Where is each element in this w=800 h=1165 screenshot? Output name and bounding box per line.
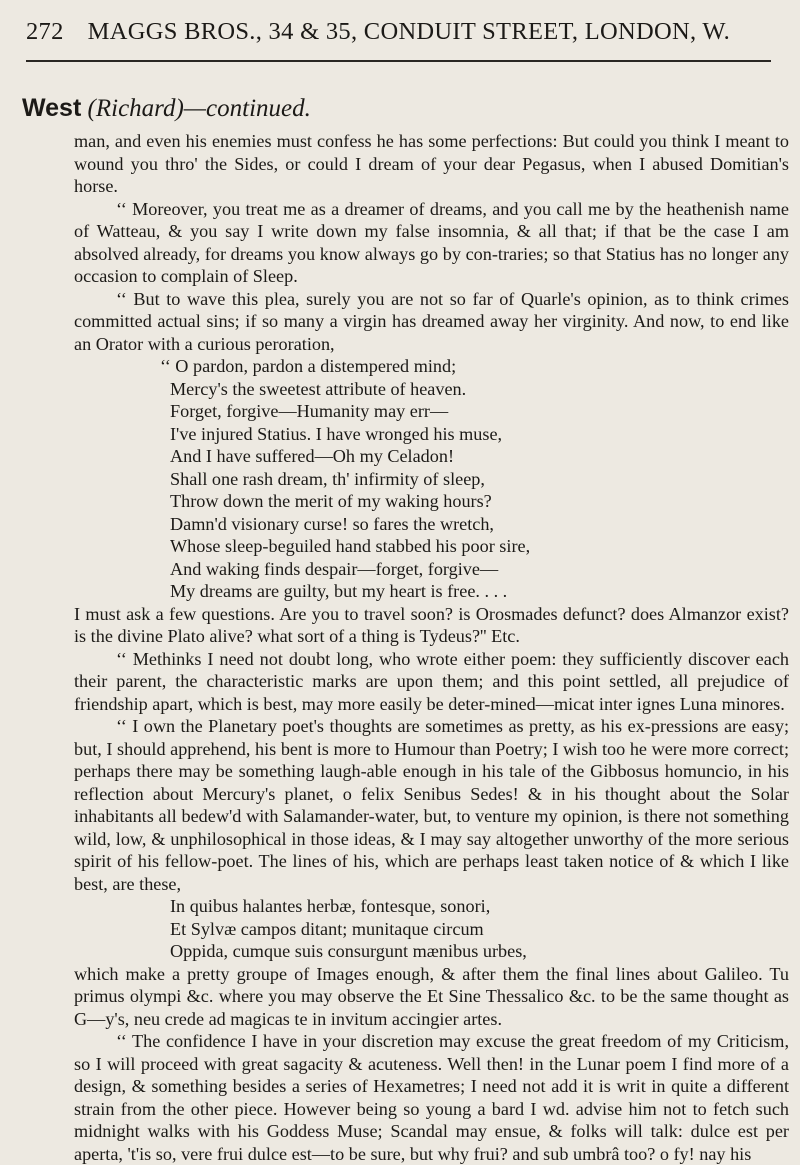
header-rule <box>26 60 771 62</box>
verse-quotation <box>74 355 789 603</box>
paragraph: I must ask a few questions. Are you to travel soon? is Orosmades defunct? does Almanzor exist? is the divine Plato alive? what sort of a thing is Tydeus?'' Etc. <box>74 603 789 646</box>
verse-line: Oppida, cumque suis consurgunt mænibus urbes, <box>170 941 527 961</box>
latin-verse-quotation <box>74 895 789 963</box>
paragraph: man, and even his enemies must confess he has some perfections: But could you think I meant to wound you thro' the Sides, or could I dream of your dear Pegasus, when I abused Domitian's horse. <box>74 131 789 196</box>
verse-line: Mercy's the sweetest attribute of heaven. <box>170 378 467 399</box>
entry-body <box>74 130 789 1165</box>
paragraph: ‘‘ Methinks I need not doubt long, who wrote either poem: they sufficiently discover each their parent, the characteristic marks are upon them; and this point settled, all prejudice of friendship apart, which is best, may more easily be deter-mined—micat inter ignes Luna minores. <box>74 648 789 714</box>
verse-line: Et Sylvæ campos ditant; munitaque circum <box>170 918 484 939</box>
paragraph: which make a pretty groupe of Images enough, & after them the final lines about Galileo. Tu primus olympi &c. where you may observe the Et Sine Thessalico &c. to be the same thought as G—y's, neu crede ad magicas te in invitum accingier artes. <box>74 963 789 1029</box>
verse-line: In quibus halantes herbæ, fontesque, sonori, <box>170 896 491 916</box>
entry-heading <box>22 94 311 123</box>
verse-line: Whose sleep-beguiled hand stabbed his poor sire, <box>170 536 531 556</box>
verse-line: Shall one rash dream, th' infirmity of sleep, <box>170 468 485 489</box>
entry-name: West <box>22 94 82 122</box>
entry-continued: (Richard)—continued. <box>87 95 311 122</box>
running-header <box>26 18 774 46</box>
paragraph: ‘‘ But to wave this plea, surely you are not so far of Quarle's opinion, as to think crimes committed actual sins; if so many a virgin has dreamed away her virginity. And now, to end like an Orator with a curious peroration, <box>74 288 789 354</box>
paragraph: ‘‘ Moreover, you treat me as a dreamer of dreams, and you call me by the heathenish name of Watteau, & you say I write down my false insomnia, & all that; if that be the case I am absolved already, for dreams you know always go by con-traries; so that Statius has no longer any occasion to complain of Sleep. <box>74 198 789 286</box>
verse-line: I've injured Statius. I have wronged his muse, <box>170 423 503 444</box>
verse-line: And waking finds despair—forget, forgive— <box>170 558 499 579</box>
verse-line: Throw down the merit of my waking hours? <box>170 491 492 511</box>
verse-line: ‘‘ O pardon, pardon a distempered mind; <box>160 356 457 376</box>
verse-line: And I have suffered—Oh my Celadon! <box>170 446 455 466</box>
running-title: MAGGS BROS., 34 & 35, CONDUIT STREET, LONDON, W. <box>87 18 731 45</box>
paragraph: ‘‘ The confidence I have in your discretion may excuse the great freedom of my Criticism, so I will proceed with great sagacity & acuteness. Well then! in the Lunar poem I find more of a design, & something besides a series of Hexametres; I need not add it is writ in quite a different strain from the other piece. However being so young a bard I wd. advise him not to fetch such midnight walks with his Goddess Muse; Scandal may ensue, & folks will talk: dulce est per aperta, 't'is so, vere frui dulce est—to be sure, but why frui? and sub umbrâ too? o fy! nay his <box>74 1031 789 1164</box>
verse-line: Forget, forgive—Humanity may err— <box>170 401 449 421</box>
verse-line: Damn'd visionary curse! so fares the wretch, <box>170 513 494 534</box>
verse-line: My dreams are guilty, but my heart is free. . . . <box>170 581 508 601</box>
paragraph: ‘‘ I own the Planetary poet's thoughts are sometimes as pretty, as his ex-pressions are easy; but, I should apprehend, his bent is more to Humour than Poetry; I wish too he were more correct; perhaps there may be something laugh-able enough in his tale of the Gibbosus homuncio, in his reflection about Mercury's planet, o felix Senibus Sedes! & in his thought about the Solar inhabitants all bedew'd with Salamander-water, but, to venture my opinion, is there not something wild, low, & unphilosophical in those ideas, & I may say altogether unworthy of the more serious spirit of his fellow-poet. The lines of his, which are perhaps least taken notice of & which I like best, are these, <box>74 716 789 894</box>
page-number: 272 <box>26 18 64 45</box>
